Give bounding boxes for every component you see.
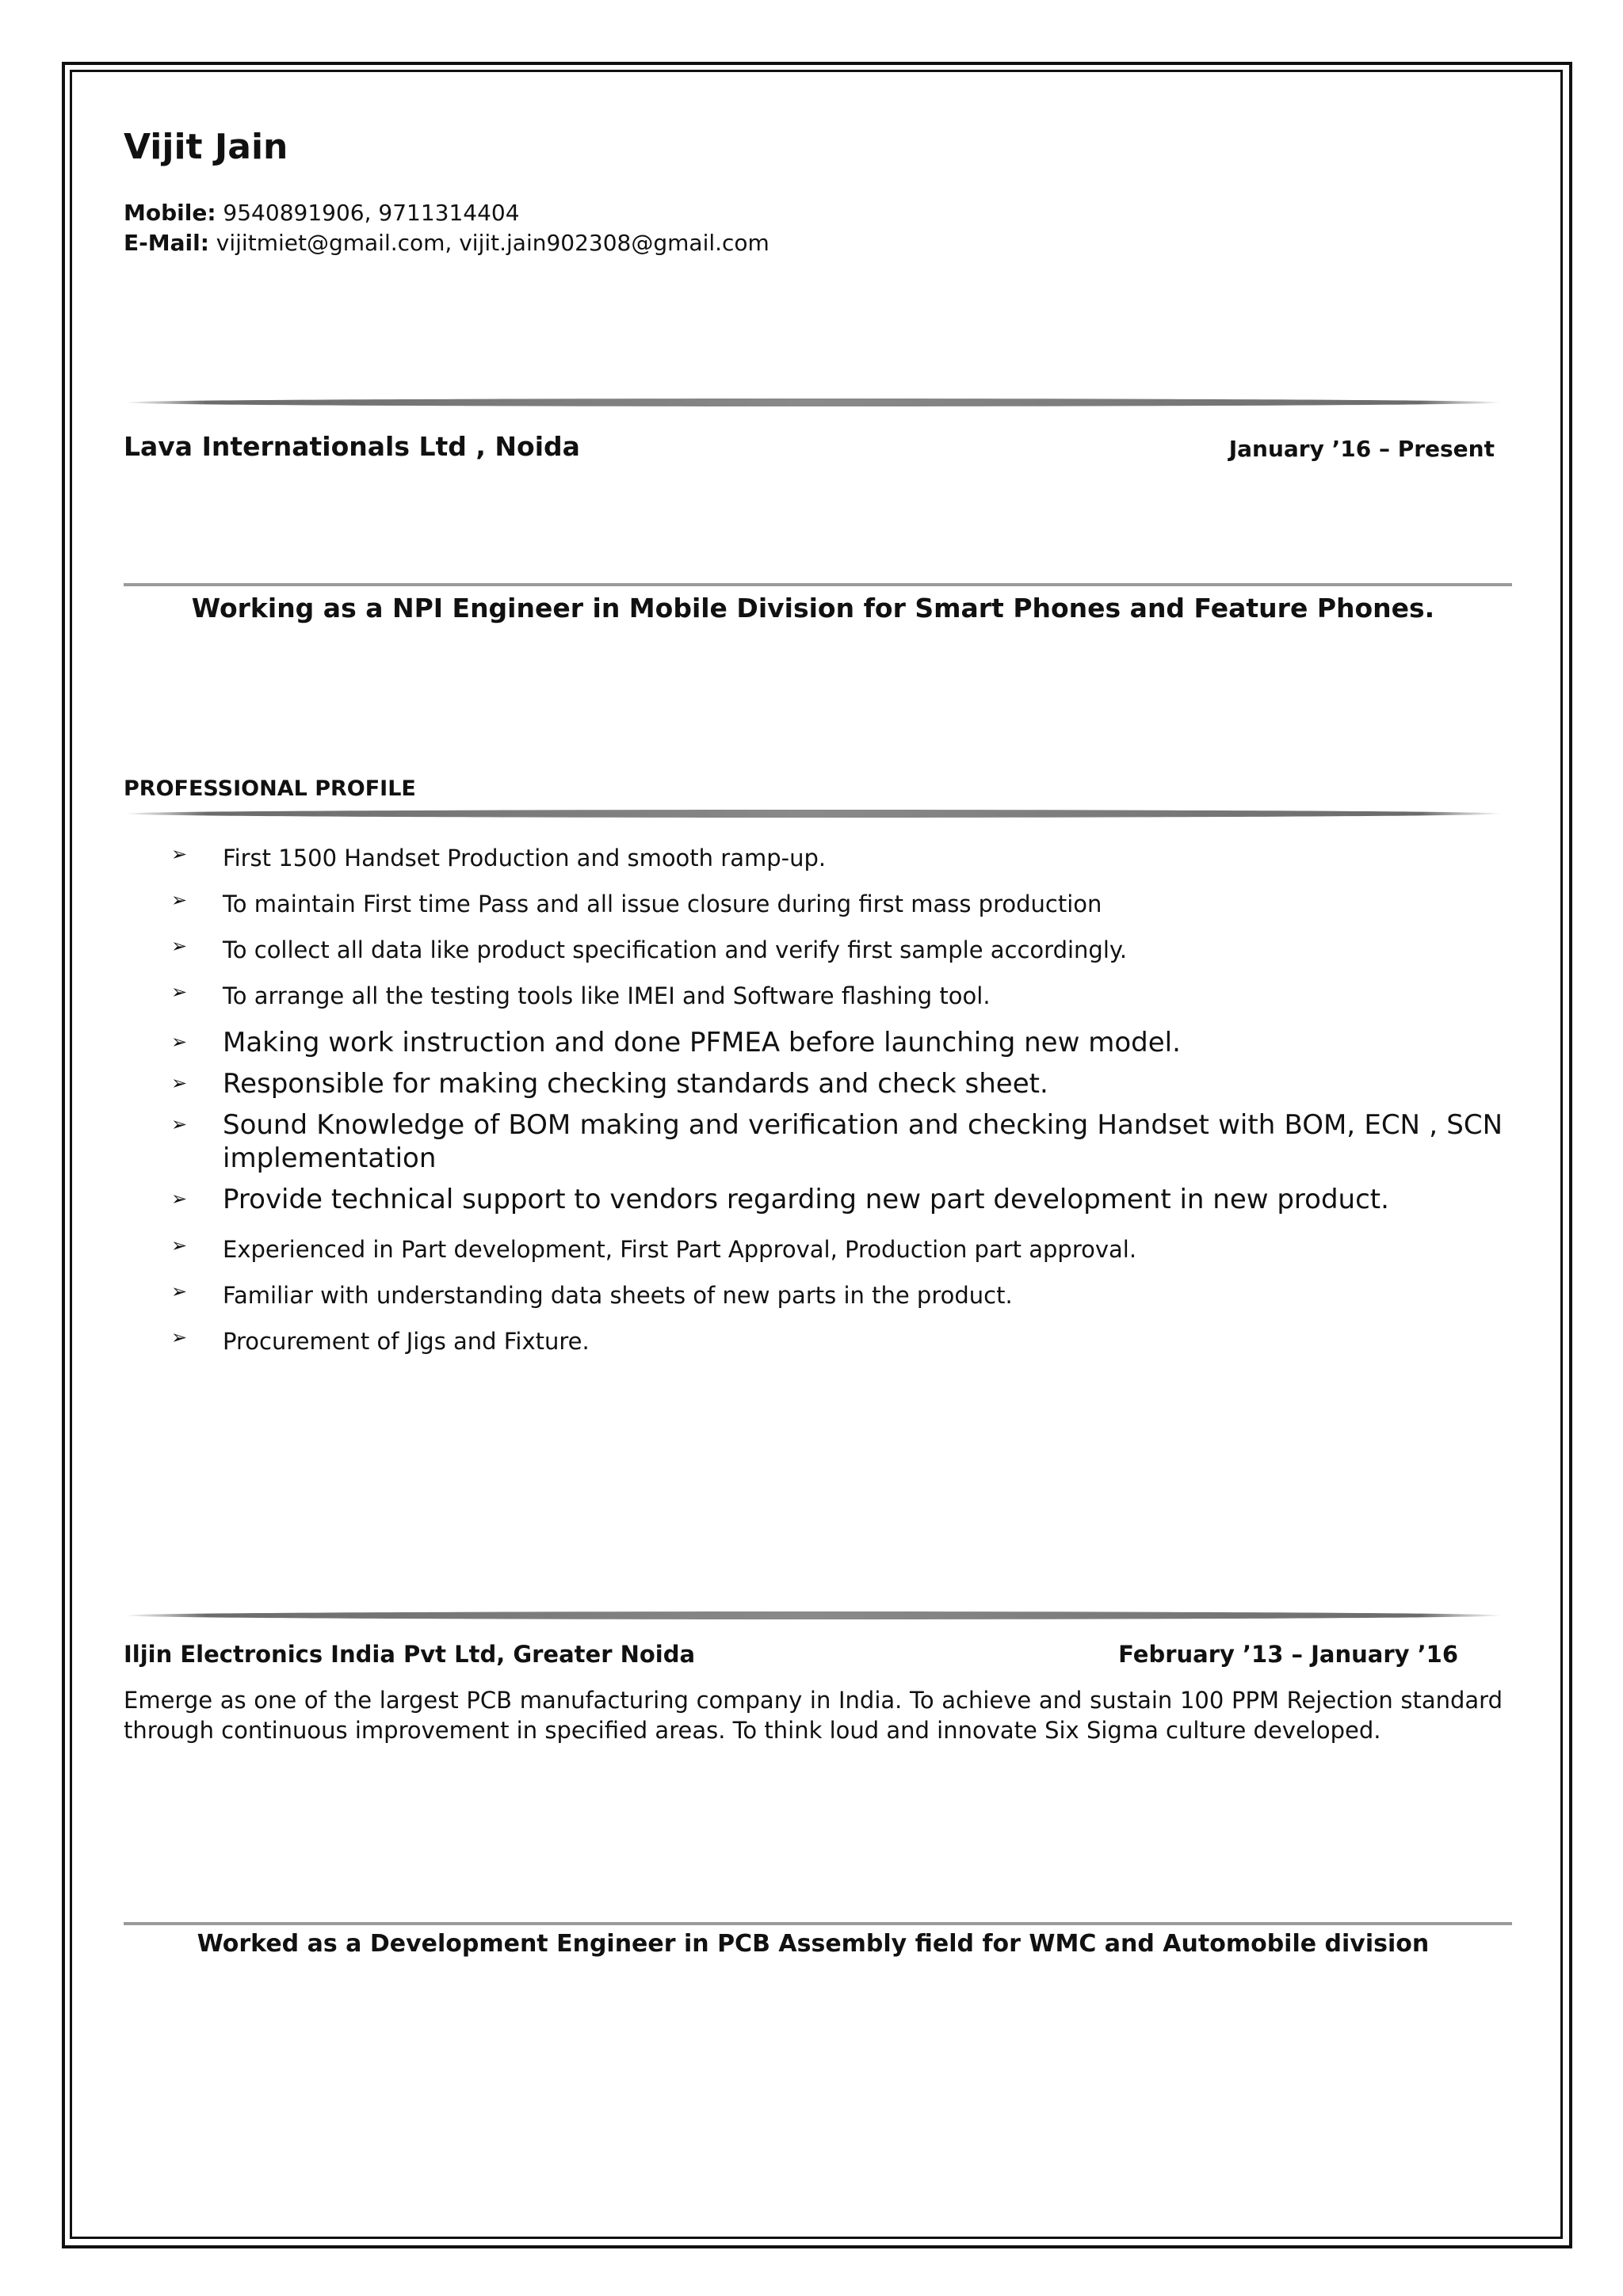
mobile-line (124, 200, 520, 226)
list-item-text: Sound Knowledge of BOM making and verification and checking Handset with BOM, ECN , SCN implementation (223, 1109, 1503, 1174)
list-item-text: Procurement of Jigs and Fixture. (223, 1328, 590, 1355)
list-item-text: To collect all data like product specification and verify first sample accordingly. (223, 936, 1128, 963)
role-divider (124, 1922, 1512, 1925)
bullet-arrow-icon: ➢ (171, 1234, 188, 1257)
bullet-arrow-icon: ➢ (171, 1188, 188, 1210)
job2-dates: February ’13 – January ’16 (1118, 1641, 1458, 1668)
mobile-label: Mobile: (124, 200, 216, 226)
job1-role: Working as a NPI Engineer in Mobile Division for Smart Phones and Feature Phones. (191, 593, 1435, 624)
list-item-text: Provide technical support to vendors regarding new part development in new product. (223, 1184, 1389, 1215)
job1-company: Lava Internationals Ltd , Noida (124, 431, 580, 462)
role-divider (124, 583, 1512, 586)
bullet-arrow-icon: ➢ (171, 1113, 188, 1135)
list-item-text: Making work instruction and done PFMEA before launching new model. (223, 1027, 1181, 1058)
bullet-arrow-icon: ➢ (171, 1280, 188, 1302)
job2-description: Emerge as one of the largest PCB manufacturing company in India. To achieve and sustain 100 PPM Rejection standard through continuous improvement in specified areas. To think loud and innovate Six Sigma culture developed. (124, 1687, 1503, 1744)
bullet-arrow-icon: ➢ (171, 1031, 188, 1053)
section-divider (124, 810, 1503, 818)
bullet-arrow-icon: ➢ (171, 935, 188, 957)
list-item-text: Responsible for making checking standards and check sheet. (223, 1068, 1048, 1100)
email-value: vijitmiet@gmail.com, vijit.jain902308@gmail.com (208, 230, 769, 256)
bullet-arrow-icon: ➢ (171, 1072, 188, 1094)
list-item-text: To arrange all the testing tools like IMEI and Software flashing tool. (223, 982, 991, 1009)
mobile-value: 9540891906, 9711314404 (216, 200, 520, 226)
bullet-arrow-icon: ➢ (171, 889, 188, 911)
profile-title: PROFESSIONAL PROFILE (124, 776, 416, 801)
list-item-text: First 1500 Handset Production and smooth ramp-up. (223, 845, 827, 871)
bullet-arrow-icon: ➢ (171, 843, 188, 865)
section-divider (124, 399, 1503, 406)
job2-role: Worked as a Development Engineer in PCB Assembly field for WMC and Automobile division (197, 1930, 1430, 1958)
bullet-arrow-icon: ➢ (171, 981, 188, 1003)
bullet-arrow-icon: ➢ (171, 1326, 188, 1348)
list-item-text: Familiar with understanding data sheets of new parts in the product. (223, 1282, 1013, 1309)
job1-dates: January ’16 – Present (1228, 436, 1495, 462)
email-label: E-Mail: (124, 230, 209, 256)
section-divider (124, 1611, 1503, 1619)
list-item-text: Experienced in Part development, First Part Approval, Production part approval. (223, 1236, 1137, 1263)
list-item-text: To maintain First time Pass and all issue closure during first mass production (223, 891, 1102, 917)
email-line (124, 230, 769, 256)
job2-company: Iljin Electronics India Pvt Ltd, Greater Noida (124, 1641, 696, 1668)
candidate-name: Vijit Jain (124, 127, 288, 167)
